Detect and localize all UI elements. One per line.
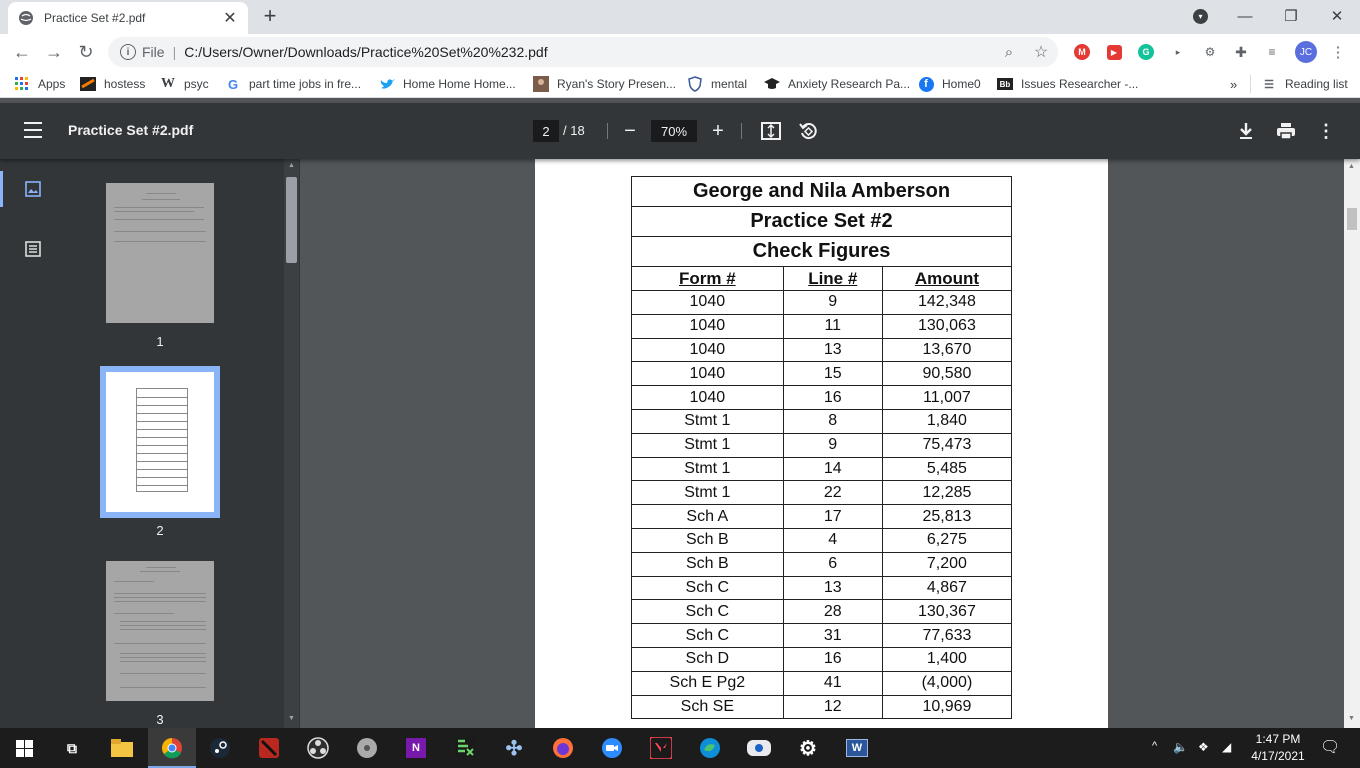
bookmark-mental[interactable] [687, 75, 747, 93]
amount-cell: 10,969 [882, 695, 1011, 719]
zoom-app-icon[interactable] [600, 736, 624, 760]
onenote-icon[interactable]: N [404, 736, 428, 760]
sidebar-menu-icon[interactable] [24, 122, 42, 140]
bookmark-label: mental [711, 77, 748, 91]
browser-toolbar [0, 34, 1360, 70]
table-row [632, 409, 1012, 433]
thumbnail-number: 2 [156, 523, 164, 538]
document-subtitle: Practice Set #2 [632, 207, 1012, 237]
column-header-form: Form # [632, 267, 784, 291]
scroll-down-arrow-icon[interactable]: ▼ [288, 715, 295, 722]
pdf-viewer-area[interactable] [300, 159, 1344, 728]
toolbar-divider [741, 123, 742, 139]
form-cell: 1040 [632, 362, 784, 386]
line-cell: 41 [783, 671, 882, 695]
reading-list-label: Reading list [1285, 77, 1348, 91]
chrome-icon[interactable] [160, 736, 184, 760]
disc-app-icon[interactable] [355, 736, 379, 760]
google-icon: G [227, 76, 239, 92]
outline-view-icon[interactable] [22, 238, 44, 260]
form-cell: Stmt 1 [632, 481, 784, 505]
rotate-icon[interactable] [797, 120, 819, 142]
extension-m-icon[interactable]: M [1072, 42, 1092, 62]
amount-cell: 77,633 [882, 624, 1011, 648]
bookmark-label: Issues Researcher -... [1021, 77, 1139, 91]
table-row [632, 314, 1012, 338]
globe-icon [18, 10, 34, 26]
system-clock[interactable] [1246, 731, 1310, 765]
line-cell: 17 [783, 505, 882, 529]
table-row [632, 505, 1012, 529]
bookmark-issues[interactable] [997, 75, 1138, 93]
close-window-icon[interactable]: ✕ [1330, 8, 1344, 25]
line-cell: 8 [783, 409, 882, 433]
amount-cell: 4,867 [882, 576, 1011, 600]
form-cell: Sch A [632, 505, 784, 529]
table-row [632, 576, 1012, 600]
reload-icon[interactable]: ↻ [78, 41, 94, 62]
shield-icon [687, 76, 703, 92]
scroll-up-arrow-icon[interactable]: ▲ [1348, 163, 1355, 170]
check-figures-table [631, 176, 1012, 719]
extension-media-icon[interactable]: ▶ [1104, 42, 1124, 62]
apps-grid-icon [14, 76, 30, 92]
page-thumbnail-3[interactable] [106, 561, 214, 701]
clock-date: 4/17/2021 [1251, 749, 1305, 763]
form-cell: 1040 [632, 314, 784, 338]
bookmark-label: hostess [104, 77, 146, 91]
page-number-input[interactable]: 2 [533, 120, 559, 142]
download-icon[interactable] [1235, 120, 1257, 142]
zoom-in-icon[interactable]: + [712, 119, 724, 142]
file-explorer-icon[interactable] [110, 736, 134, 760]
address-bar[interactable] [108, 37, 1058, 67]
tab-search-icon[interactable]: ▾ [1193, 9, 1208, 24]
amount-cell: 25,813 [882, 505, 1011, 529]
table-row [632, 552, 1012, 576]
toolbar-divider [607, 123, 608, 139]
clock-time: 1:47 PM [1255, 732, 1301, 746]
active-view-indicator [0, 171, 3, 207]
obs-icon[interactable] [306, 736, 330, 760]
form-cell: Sch D [632, 647, 784, 671]
amount-cell: 75,473 [882, 433, 1011, 457]
steam-icon[interactable] [208, 736, 232, 760]
form-cell: Sch C [632, 576, 784, 600]
spreadsheet-app-icon[interactable] [453, 736, 477, 760]
hostess-icon [80, 76, 96, 92]
amount-cell: 5,485 [882, 457, 1011, 481]
document-title: George and Nila Amberson [632, 177, 1012, 207]
table-row [632, 338, 1012, 362]
amount-cell: 11,007 [882, 386, 1011, 410]
thumbnail-number: 1 [156, 334, 164, 349]
bookmark-jobs[interactable] [225, 75, 361, 93]
restore-icon[interactable]: ❐ [1284, 8, 1298, 25]
amount-cell: 12,285 [882, 481, 1011, 505]
bookmark-label: Ryan's Story Presen... [557, 77, 677, 91]
extension-bike-icon[interactable]: ⚙ [1204, 45, 1216, 59]
zoom-out-icon[interactable]: − [624, 119, 636, 142]
line-cell: 15 [783, 362, 882, 386]
more-actions-icon[interactable]: ⋮ [1317, 120, 1335, 141]
table-row [632, 695, 1012, 719]
line-cell: 28 [783, 600, 882, 624]
dropbox-icon[interactable]: ❖ [1198, 740, 1209, 754]
close-tab-icon[interactable]: ✕ [223, 10, 237, 27]
bookmark-home0[interactable] [918, 75, 981, 93]
tab-strip [0, 0, 1360, 34]
amount-cell: 130,367 [882, 600, 1011, 624]
page-total: / 18 [563, 123, 585, 138]
thumbnails-view-icon[interactable] [22, 178, 44, 200]
sidebar-scrollbar-thumb[interactable] [286, 177, 297, 263]
page-thumbnail-2[interactable] [106, 372, 214, 512]
minimize-icon[interactable]: — [1237, 7, 1253, 25]
scroll-down-arrow-icon[interactable]: ▼ [1348, 715, 1355, 722]
bookmark-hostess[interactable] [80, 75, 145, 93]
line-cell: 13 [783, 338, 882, 362]
pdf-page [535, 159, 1108, 728]
bookmark-psyc[interactable] [160, 75, 209, 93]
table-row [632, 647, 1012, 671]
reading-list-button[interactable] [1250, 75, 1348, 93]
new-tab-button[interactable]: + [263, 3, 277, 28]
bookmark-label: Home Home Home... [403, 77, 516, 91]
table-row [632, 433, 1012, 457]
line-cell: 16 [783, 386, 882, 410]
print-icon[interactable] [1275, 120, 1297, 142]
form-cell: Sch C [632, 600, 784, 624]
line-cell: 9 [783, 433, 882, 457]
line-cell: 14 [783, 457, 882, 481]
forward-icon[interactable]: → [45, 41, 63, 62]
table-row [632, 457, 1012, 481]
amount-cell: 142,348 [882, 291, 1011, 315]
thumbnail-sidebar [0, 159, 300, 728]
table-row [632, 528, 1012, 552]
amount-cell: 13,670 [882, 338, 1011, 362]
photo-icon [533, 76, 549, 92]
thumbnail-number: 3 [156, 712, 164, 727]
form-cell: 1040 [632, 338, 784, 362]
table-row [632, 481, 1012, 505]
form-cell: Sch B [632, 552, 784, 576]
info-icon[interactable]: i [120, 44, 136, 60]
form-cell: Sch E Pg2 [632, 671, 784, 695]
pdf-title: Practice Set #2.pdf [68, 122, 194, 138]
blackboard-icon: Bb [997, 76, 1013, 92]
twitter-icon [379, 76, 395, 92]
form-cell: Stmt 1 [632, 433, 784, 457]
line-cell: 31 [783, 624, 882, 648]
extensions-puzzle-icon[interactable]: ✚ [1235, 43, 1247, 60]
grammarly-icon[interactable]: G [1136, 42, 1156, 62]
firefox-icon[interactable] [551, 736, 575, 760]
line-cell: 12 [783, 695, 882, 719]
url-scheme: File [142, 44, 165, 60]
profile-avatar[interactable]: JC [1295, 41, 1317, 63]
column-header-line: Line # [783, 267, 882, 291]
form-cell: Sch SE [632, 695, 784, 719]
bookmark-twitter[interactable] [379, 75, 516, 93]
line-cell: 22 [783, 481, 882, 505]
form-cell: Stmt 1 [632, 409, 784, 433]
document-heading: Check Figures [632, 237, 1012, 267]
table-row [632, 291, 1012, 315]
tab-title: Practice Set #2.pdf [44, 11, 146, 25]
form-cell: 1040 [632, 291, 784, 315]
url-separator: | [172, 44, 177, 60]
bookmark-label: psyc [184, 77, 209, 91]
bookmark-star-icon[interactable]: ☆ [1033, 44, 1049, 61]
table-row [632, 624, 1012, 648]
bookmark-label: Apps [38, 77, 66, 91]
amount-cell: 6,275 [882, 528, 1011, 552]
line-cell: 9 [783, 291, 882, 315]
table-row [632, 386, 1012, 410]
graduation-cap-icon [764, 76, 780, 92]
facebook-icon: f [918, 76, 934, 92]
table-row [632, 671, 1012, 695]
form-cell: Sch C [632, 624, 784, 648]
table-row [632, 362, 1012, 386]
amount-cell: 130,063 [882, 314, 1011, 338]
word-icon[interactable]: W [845, 736, 869, 760]
table-row [632, 600, 1012, 624]
column-header-amount: Amount [882, 267, 1011, 291]
bookmarks-overflow-button[interactable]: » [1230, 76, 1238, 92]
wikipedia-icon: W [161, 76, 175, 91]
task-view-icon[interactable]: ⧉ [67, 739, 77, 756]
notifications-icon[interactable]: 🗨 [1320, 739, 1341, 756]
browser-tab[interactable] [8, 2, 248, 34]
bookmark-label: Anxiety Research Pa... [788, 77, 911, 91]
amount-cell: (4,000) [882, 671, 1011, 695]
amount-cell: 7,200 [882, 552, 1011, 576]
pdf-toolbar [0, 103, 1360, 159]
amount-cell: 1,400 [882, 647, 1011, 671]
bookmarks-bar [0, 70, 1360, 98]
bookmark-label: part time jobs in fre... [249, 77, 362, 91]
settings-gear-icon[interactable]: ⚙ [799, 737, 817, 760]
windows-start-icon[interactable] [12, 736, 36, 760]
volume-icon[interactable]: 🔈 [1173, 740, 1188, 754]
amount-cell: 90,580 [882, 362, 1011, 386]
wifi-icon[interactable]: ◢ [1222, 740, 1232, 754]
show-hidden-icons-icon[interactable]: ^ [1152, 740, 1158, 752]
bookmark-label: Home0 [942, 77, 981, 91]
line-cell: 11 [783, 314, 882, 338]
gamepad-icon[interactable]: ✣ [505, 737, 523, 760]
valorant-icon[interactable] [649, 736, 673, 760]
line-cell: 6 [783, 552, 882, 576]
zoom-level-input[interactable]: 70% [651, 120, 697, 142]
fit-to-page-icon[interactable] [760, 120, 782, 142]
edge-icon[interactable] [698, 736, 722, 760]
viewer-scrollbar-thumb[interactable] [1347, 208, 1357, 230]
line-cell: 4 [783, 528, 882, 552]
bookmark-apps[interactable] [14, 75, 65, 93]
camera-app-icon[interactable] [747, 736, 771, 760]
windows-taskbar [0, 728, 1360, 768]
reading-list-icon: ☰ [1264, 78, 1274, 91]
line-cell: 13 [783, 576, 882, 600]
media-control-icon[interactable]: ≡ [1268, 45, 1276, 59]
form-cell: 1040 [632, 386, 784, 410]
form-cell: Sch B [632, 528, 784, 552]
form-cell: Stmt 1 [632, 457, 784, 481]
extension-arrow-icon[interactable]: ▸ [1175, 46, 1181, 57]
dota-icon[interactable] [257, 736, 281, 760]
bookmark-ryans-story[interactable] [533, 75, 676, 93]
back-icon[interactable]: ← [13, 41, 31, 62]
line-cell: 16 [783, 647, 882, 671]
scroll-up-arrow-icon[interactable]: ▲ [288, 162, 295, 169]
amount-cell: 1,840 [882, 409, 1011, 433]
viewer-scrollbar[interactable] [1344, 159, 1360, 728]
url-text[interactable]: C:/Users/Owner/Downloads/Practice%20Set%20%232.pdf [184, 44, 548, 60]
zoom-magnifier-icon[interactable]: ⌕ [1004, 43, 1014, 61]
page-thumbnail-1[interactable] [106, 183, 214, 323]
bookmark-anxiety[interactable] [764, 75, 910, 93]
browser-menu-icon[interactable]: ⋮ [1330, 44, 1346, 61]
